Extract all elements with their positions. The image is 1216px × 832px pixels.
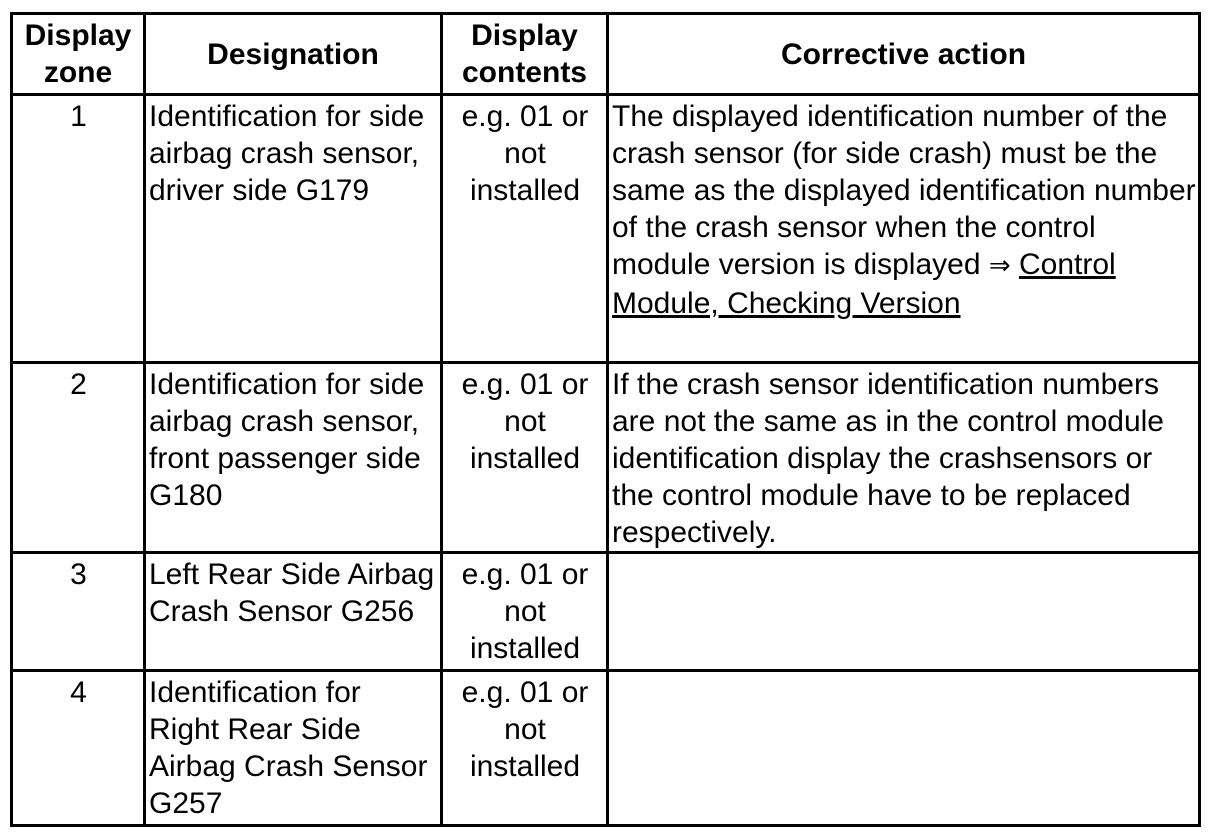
arrow-right-icon: ⇒	[988, 251, 1011, 281]
control-module-checking-version-link[interactable]: Control Module, Checking Version	[612, 248, 1116, 320]
designation-cell: Left Rear Side Airbag Crash Sensor G256	[145, 553, 442, 671]
zone-cell: 2	[12, 363, 145, 553]
table-row	[12, 553, 1200, 671]
table-row	[12, 95, 1200, 363]
zone-cell: 4	[12, 671, 145, 826]
display-zones-table	[10, 12, 1201, 827]
designation-cell: Identification for Right Rear Side Airbag Crash Sensor G257	[145, 671, 442, 826]
action-cell: If the crash sensor identification numbers are not the same as in the control module identification display the crashsensors or the control module have to be replaced respectively.	[608, 363, 1200, 553]
action-cell	[608, 671, 1200, 826]
zone-cell: 3	[12, 553, 145, 671]
header-corrective-action: Corrective action	[608, 14, 1200, 95]
contents-cell: e.g. 01 or not installed	[442, 671, 608, 826]
header-designation: Designation	[145, 14, 442, 95]
action-cell	[608, 553, 1200, 671]
contents-cell: e.g. 01 or not installed	[442, 553, 608, 671]
designation-cell: Identification for side airbag crash sensor, front passenger side G180	[145, 363, 442, 553]
table-row	[12, 363, 1200, 553]
header-display-contents: Display contents	[442, 14, 608, 95]
designation-cell: Identification for side airbag crash sensor, driver side G179	[145, 95, 442, 363]
header-row	[12, 14, 1200, 95]
action-text: The displayed identification number of the crash sensor (for side crash) must be the same as the displayed identification number of the crash sensor when the control module version is displayed	[612, 100, 1196, 281]
action-cell	[608, 95, 1200, 363]
contents-cell: e.g. 01 or not installed	[442, 363, 608, 553]
contents-cell: e.g. 01 or not installed	[442, 95, 608, 363]
table-row	[12, 671, 1200, 826]
zone-cell: 1	[12, 95, 145, 363]
header-display-zone: Display zone	[12, 14, 145, 95]
